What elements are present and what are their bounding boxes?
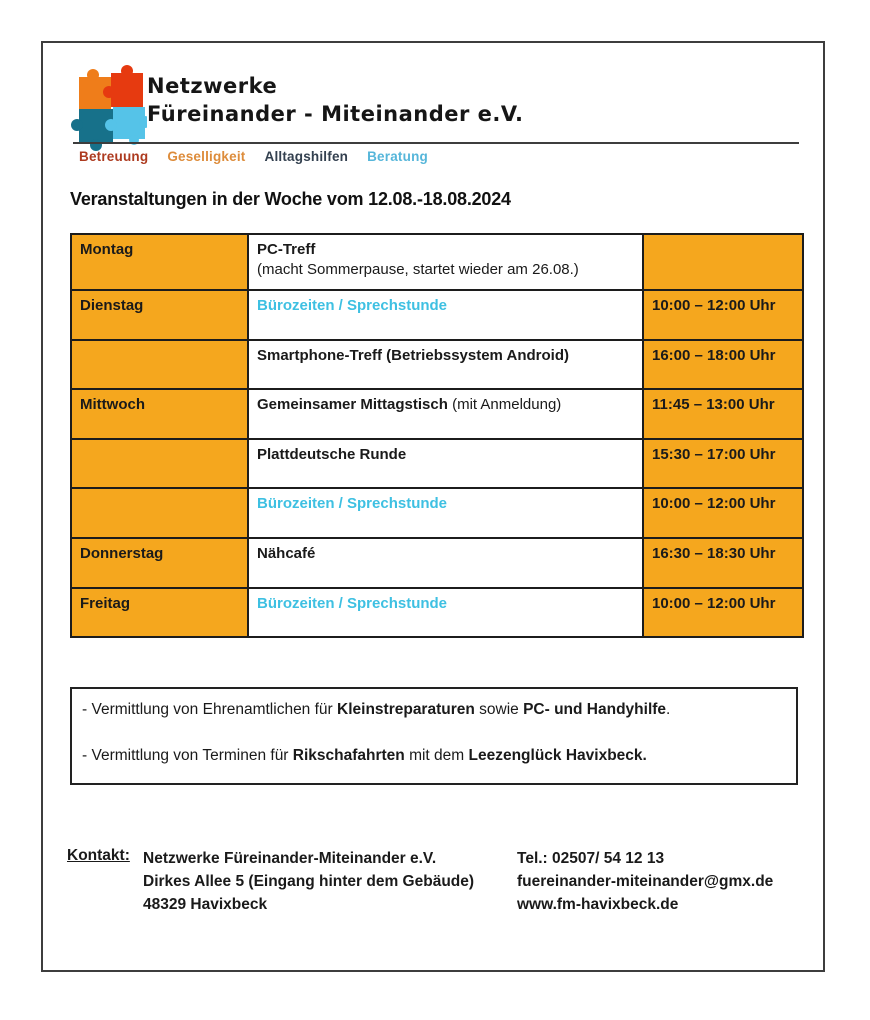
nav-item-geselligkeit: Geselligkeit bbox=[167, 149, 246, 164]
service-text-segment: mit dem bbox=[404, 747, 469, 764]
table-row bbox=[71, 340, 803, 389]
day-cell: Dienstag bbox=[71, 290, 248, 340]
event-cell bbox=[248, 488, 643, 538]
letterhead-divider bbox=[73, 142, 799, 144]
event-cell bbox=[248, 290, 643, 340]
table-row bbox=[71, 588, 803, 637]
table-row bbox=[71, 290, 803, 340]
event-cell bbox=[248, 340, 643, 389]
day-cell bbox=[71, 340, 248, 389]
contact-address-line: Netzwerke Füreinander-Miteinander e.V. bbox=[143, 850, 437, 867]
event-cell bbox=[248, 538, 643, 588]
event-text-segment: PC-Treff bbox=[257, 241, 316, 258]
event-text-segment: Bürozeiten / Sprechstunde bbox=[257, 495, 448, 512]
time-cell: 11:45 – 13:00 Uhr bbox=[643, 389, 803, 439]
table-row bbox=[71, 389, 803, 439]
day-cell: Mittwoch bbox=[71, 389, 248, 439]
day-cell bbox=[71, 439, 248, 488]
contact-address-block bbox=[143, 847, 474, 916]
service-text-segment: sowie bbox=[474, 701, 524, 718]
contact-email-line: fuereinander-miteinander@gmx.de bbox=[517, 873, 774, 890]
service-text-segment: Rikschafahrten bbox=[292, 747, 405, 764]
service-text-segment: - Vermittlung von Terminen für bbox=[82, 747, 293, 764]
brand-line1: Netzwerke bbox=[147, 74, 278, 98]
services-info-box bbox=[70, 687, 798, 785]
event-text-segment: Bürozeiten / Sprechstunde bbox=[257, 297, 448, 314]
nav-item-beratung: Beratung bbox=[367, 149, 428, 164]
time-cell: 16:00 – 18:00 Uhr bbox=[643, 340, 803, 389]
table-row bbox=[71, 538, 803, 588]
contact-label: Kontakt: bbox=[67, 847, 130, 864]
time-cell: 10:00 – 12:00 Uhr bbox=[643, 588, 803, 637]
service-text-segment: - Vermittlung von Ehrenamtlichen für bbox=[82, 701, 338, 718]
contact-address-line: 48329 Havixbeck bbox=[143, 896, 268, 913]
contact-website-line: www.fm-havixbeck.de bbox=[517, 896, 679, 913]
event-text-segment: Smartphone-Treff (Betriebssystem Android) bbox=[257, 347, 569, 364]
service-line bbox=[82, 747, 786, 765]
contact-phone-line: Tel.: 02507/ 54 12 13 bbox=[517, 850, 665, 867]
service-text-segment: . bbox=[666, 701, 671, 718]
service-text-segment: Leezenglück Havixbeck. bbox=[468, 747, 647, 764]
day-cell: Freitag bbox=[71, 588, 248, 637]
service-text-segment: Kleinstreparaturen bbox=[337, 701, 475, 718]
time-cell: 16:30 – 18:30 Uhr bbox=[643, 538, 803, 588]
nav-item-alltagshilfen: Alltagshilfen bbox=[264, 149, 349, 164]
service-text-segment: PC- und Handyhilfe bbox=[523, 701, 667, 718]
time-cell: 10:00 – 12:00 Uhr bbox=[643, 488, 803, 538]
letterhead-nav bbox=[79, 149, 428, 164]
event-text-segment: (macht Sommerpause, startet wieder am 26.08.) bbox=[257, 261, 579, 278]
event-cell bbox=[248, 234, 643, 290]
event-cell bbox=[248, 439, 643, 488]
brand-line2: Füreinander - Miteinander e.V. bbox=[147, 102, 524, 126]
service-line bbox=[82, 701, 786, 719]
event-text-segment: Plattdeutsche Runde bbox=[257, 446, 407, 463]
contact-address-line: Dirkes Allee 5 (Eingang hinter dem Gebäude) bbox=[143, 873, 475, 890]
nav-item-betreuung: Betreuung bbox=[79, 149, 149, 164]
event-cell bbox=[248, 389, 643, 439]
flyer-page bbox=[41, 41, 825, 972]
event-text-segment: (mit Anmeldung) bbox=[447, 396, 562, 413]
day-cell: Donnerstag bbox=[71, 538, 248, 588]
schedule-table bbox=[70, 233, 804, 638]
event-text-segment: Bürozeiten / Sprechstunde bbox=[257, 595, 448, 612]
table-row bbox=[71, 488, 803, 538]
table-row bbox=[71, 234, 803, 290]
day-cell bbox=[71, 488, 248, 538]
brand-title bbox=[147, 73, 523, 129]
contact-details-block bbox=[517, 847, 773, 916]
day-cell: Montag bbox=[71, 234, 248, 290]
time-cell: 15:30 – 17:00 Uhr bbox=[643, 439, 803, 488]
event-text-segment: Gemeinsamer Mittagstisch bbox=[257, 396, 448, 413]
time-cell bbox=[643, 234, 803, 290]
table-row bbox=[71, 439, 803, 488]
page-title: Veranstaltungen in der Woche vom 12.08.-18.08.2024 bbox=[70, 189, 511, 209]
time-cell: 10:00 – 12:00 Uhr bbox=[643, 290, 803, 340]
event-text-segment: Nähcafé bbox=[257, 545, 316, 562]
event-cell bbox=[248, 588, 643, 637]
